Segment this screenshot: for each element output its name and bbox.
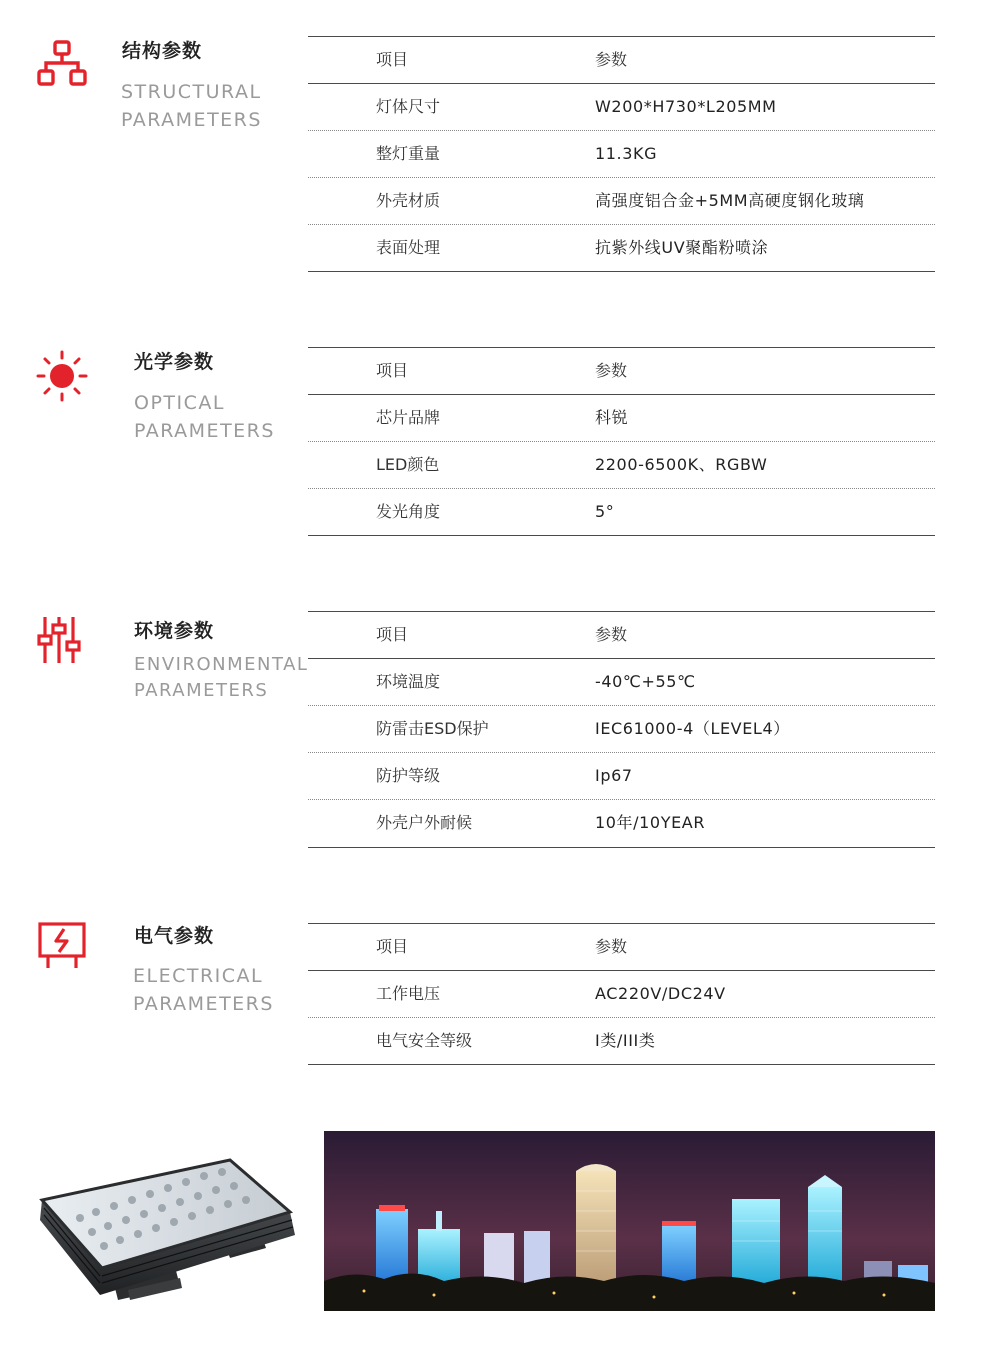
row-item: 整灯重量 [376,144,441,163]
section-subtitle [134,652,308,704]
sun-icon [36,350,88,402]
row-value: AC220V/DC24V [595,984,726,1003]
table-row [308,752,935,799]
row-value: 5° [595,502,615,521]
row-value: -40℃+55℃ [595,672,696,691]
header-item: 项目 [376,50,409,69]
section-title: 结构参数 [122,40,203,62]
row-value: IEC61000-4（LEVEL4） [595,719,790,738]
header-param: 参数 [595,937,628,956]
row-item: 外壳材质 [376,191,441,210]
row-item: 防护等级 [376,766,441,785]
parameter-table [308,923,935,1064]
section-title: 电气参数 [134,925,215,947]
section-subtitle [134,389,275,445]
parameter-table [308,36,935,271]
subtitle-line: PARAMETERS [134,420,275,442]
row-item: 工作电压 [376,984,441,1003]
table-header-row [308,923,935,970]
row-item: 防雷击ESD保护 [376,719,489,738]
city-night-image [324,1131,935,1311]
table-row [308,799,935,846]
row-item: 表面处理 [376,238,441,257]
row-item: 灯体尺寸 [376,97,441,116]
table-row [308,488,935,535]
section-subtitle [133,962,274,1018]
table-row [308,83,935,130]
table-row [308,441,935,488]
subtitle-line: PARAMETERS [121,109,262,131]
row-item: 芯片品牌 [376,408,441,427]
table-bottom-rule [308,271,935,272]
table-header-row [308,36,935,83]
network-icon [36,38,88,90]
table-row [308,130,935,177]
table-row [308,1017,935,1064]
subtitle-line: ENVIRONMENTAL [134,654,309,675]
table-bottom-rule [308,535,935,536]
table-header-row [308,347,935,394]
row-value: I类/III类 [595,1031,656,1050]
row-item: LED颜色 [376,455,440,474]
row-value: 11.3KG [595,144,658,163]
product-lamp-image [30,1140,320,1320]
subtitle-line: PARAMETERS [134,680,269,701]
section-subtitle [121,78,262,134]
subtitle-line: ELECTRICAL [133,965,264,987]
row-value: 2200-6500K、RGBW [595,455,768,474]
header-param: 参数 [595,50,628,69]
header-item: 项目 [376,361,409,380]
table-row [308,705,935,752]
table-row [308,658,935,705]
row-value: Ip67 [595,766,633,785]
row-item: 电气安全等级 [376,1031,473,1050]
subtitle-line: OPTICAL [134,392,225,414]
table-row [308,970,935,1017]
subtitle-line: STRUCTURAL [121,81,262,103]
row-value: 10年/10YEAR [595,813,706,832]
row-value: 高强度铝合金+5MM高硬度钢化玻璃 [595,191,865,210]
header-item: 项目 [376,937,409,956]
parameter-table [308,611,935,846]
row-value: 科锐 [595,408,629,427]
table-row [308,224,935,271]
table-row [308,394,935,441]
table-bottom-rule [308,847,935,848]
header-item: 项目 [376,625,409,644]
header-param: 参数 [595,361,628,380]
sliders-icon [36,614,88,666]
parameter-table [308,347,935,535]
row-value: 抗紫外线UV聚酯粉喷涂 [595,238,769,257]
row-item: 环境温度 [376,672,441,691]
subtitle-line: PARAMETERS [133,993,274,1015]
table-bottom-rule [308,1064,935,1065]
row-value: W200*H730*L205MM [595,97,777,116]
table-row [308,177,935,224]
section-title: 光学参数 [134,351,215,373]
row-item: 发光角度 [376,502,441,521]
section-title: 环境参数 [134,620,215,642]
row-item: 外壳户外耐候 [376,813,473,832]
header-param: 参数 [595,625,628,644]
table-header-row [308,611,935,658]
electric-board-icon [36,920,88,972]
